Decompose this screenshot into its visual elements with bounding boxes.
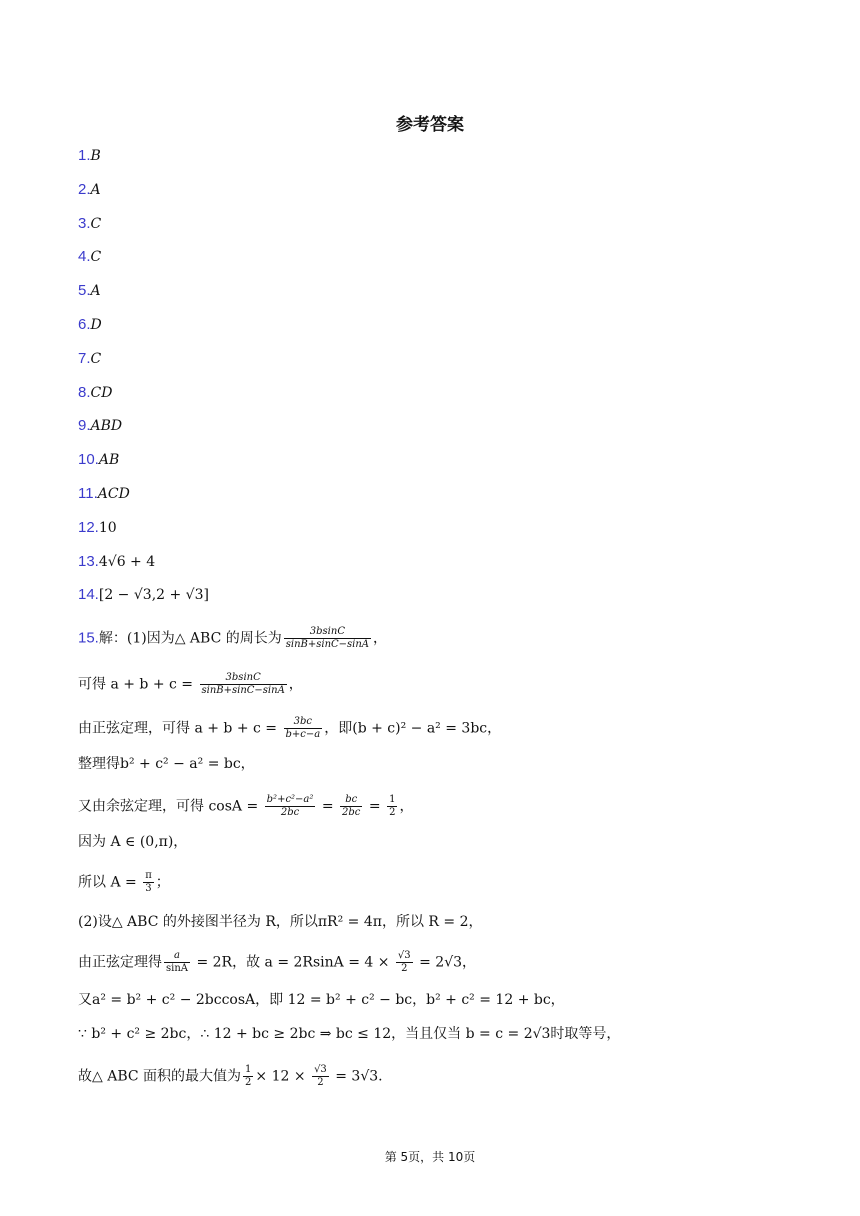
question-number: 5. bbox=[78, 282, 91, 299]
question-number: 8. bbox=[78, 384, 91, 401]
question-number: 12. bbox=[78, 519, 99, 536]
answer-text: 10 bbox=[98, 520, 117, 536]
fraction: $\frac{1}{2}$ bbox=[389, 794, 396, 818]
answer-line bbox=[78, 383, 112, 403]
answer-line bbox=[78, 281, 101, 301]
answer-line bbox=[78, 518, 117, 538]
question-number: 2. bbox=[78, 181, 91, 198]
page-title: 参考答案 bbox=[396, 115, 464, 135]
answer-text: A bbox=[90, 182, 101, 198]
page-footer: 第 5页，共 10页 bbox=[384, 1150, 476, 1164]
question-number: 1. bbox=[78, 147, 91, 164]
q15-line-2: 可得 a + b + c = $\frac{3bsinC}{\sin B+\sin C-\sin A}$ ， bbox=[78, 672, 303, 696]
answer-text: B bbox=[90, 148, 101, 164]
answer-line bbox=[78, 315, 102, 335]
answer-text: C bbox=[90, 249, 102, 265]
answer-text: A bbox=[90, 283, 101, 299]
answer-text: [2 − √3,2 + √3] bbox=[98, 587, 209, 603]
question-number: 14. bbox=[78, 586, 99, 603]
answer-line bbox=[78, 247, 101, 267]
q15-line-9: 由正弦定理得 $\frac{a}{\sin A}$ = 2R，故 a = 2RsinA = 4 × $\frac{√3}{2}$ = 2√3， bbox=[78, 950, 477, 974]
fraction: $\frac{bc}{2bc}$ bbox=[342, 794, 361, 818]
q15-number: 15. bbox=[78, 629, 99, 647]
fraction: $\frac{3bc}{b+c-a}$ bbox=[285, 716, 321, 740]
answer-line bbox=[78, 146, 101, 166]
q15-line-3: 由正弦定理，可得 a + b + c = $\frac{3bc}{b+c-a}$ ，即(b + c)² − a² = 3bc， bbox=[78, 716, 502, 740]
answer-text: 4√6 + 4 bbox=[98, 554, 156, 570]
answer-line bbox=[78, 349, 101, 369]
fraction: $\frac{a}{\sin A}$ bbox=[166, 950, 188, 974]
question-number: 6. bbox=[78, 316, 91, 333]
answer-text: C bbox=[90, 351, 102, 367]
q15-line-1: 15.解：(1)因为△ ABC 的周长为 $\frac{3bsinC}{\sin B+\sin C-\sin A}$ ， bbox=[78, 626, 388, 650]
q15-line-12: 故△ ABC 面积的最大值为 $\frac{1}{2}$ × 12 × $\frac{√3}{2}$ = 3√3. bbox=[78, 1064, 383, 1088]
answer-line bbox=[78, 585, 209, 605]
fraction: $\frac{\text{b²+c²−a²}}{2bc}$ bbox=[266, 794, 314, 818]
fraction: $\frac{1}{2}$ bbox=[245, 1064, 252, 1088]
fraction: $\frac{√3}{2}$ bbox=[397, 950, 411, 974]
fraction: $\frac{\pi}{3}$ bbox=[145, 870, 152, 894]
answer-text: AB bbox=[98, 452, 120, 468]
q15-line-8: (2)设△ ABC 的外接图半径为 R，所以πR² = 4π，所以 R = 2， bbox=[78, 914, 483, 930]
answer-text: C bbox=[90, 216, 102, 232]
answer-text: CD bbox=[90, 385, 113, 401]
fraction: $\frac{√3}{2}$ bbox=[314, 1064, 327, 1088]
question-number: 11. bbox=[78, 485, 98, 502]
q15-line-10: 又a² = b² + c² − 2bccosA，即 12 = b² + c² − bc，b² + c² = 12 + bc， bbox=[78, 992, 565, 1008]
answer-line bbox=[78, 214, 101, 234]
answer-line bbox=[78, 552, 155, 572]
q15-line-7: 所以 A = $\frac{\pi}{3}$ ； bbox=[78, 870, 170, 894]
answer-text: D bbox=[90, 317, 102, 333]
question-number: 9. bbox=[78, 417, 91, 434]
fraction: $\frac{3bsinC}{\sin B+\sin C-\sin A}$ bbox=[201, 672, 285, 696]
question-number: 4. bbox=[78, 248, 91, 265]
answer-line bbox=[78, 180, 101, 200]
answer-line bbox=[78, 484, 130, 504]
answer-line bbox=[78, 450, 119, 470]
answer-text: ABD bbox=[90, 418, 123, 434]
question-number: 13. bbox=[78, 553, 99, 570]
question-number: 7. bbox=[78, 350, 91, 367]
q15-line-4: 整理得b² + c² − a² = bc， bbox=[78, 756, 255, 772]
fraction: $\frac{3bsinC}{\sin B+\sin C-\sin A}$ bbox=[285, 626, 370, 650]
q15-line-6: 因为 A ∈ (0,π)， bbox=[78, 834, 188, 850]
answer-text: ACD bbox=[97, 486, 130, 502]
q15-line-5: 又由余弦定理，可得 cosA = $\frac{\text{b²+c²−a²}}{2bc}$ = $\frac{bc}{2bc}$ = $\frac{1}{2}$ ， bbox=[78, 794, 414, 818]
question-number: 3. bbox=[78, 215, 91, 232]
q15-line-11: ∵ b² + c² ≥ 2bc，∴ 12 + bc ≥ 2bc ⇒ bc ≤ 12，当且仅当 b = c = 2√3时取等号， bbox=[78, 1026, 621, 1042]
question-number: 10. bbox=[78, 451, 99, 468]
answer-line bbox=[78, 416, 122, 436]
